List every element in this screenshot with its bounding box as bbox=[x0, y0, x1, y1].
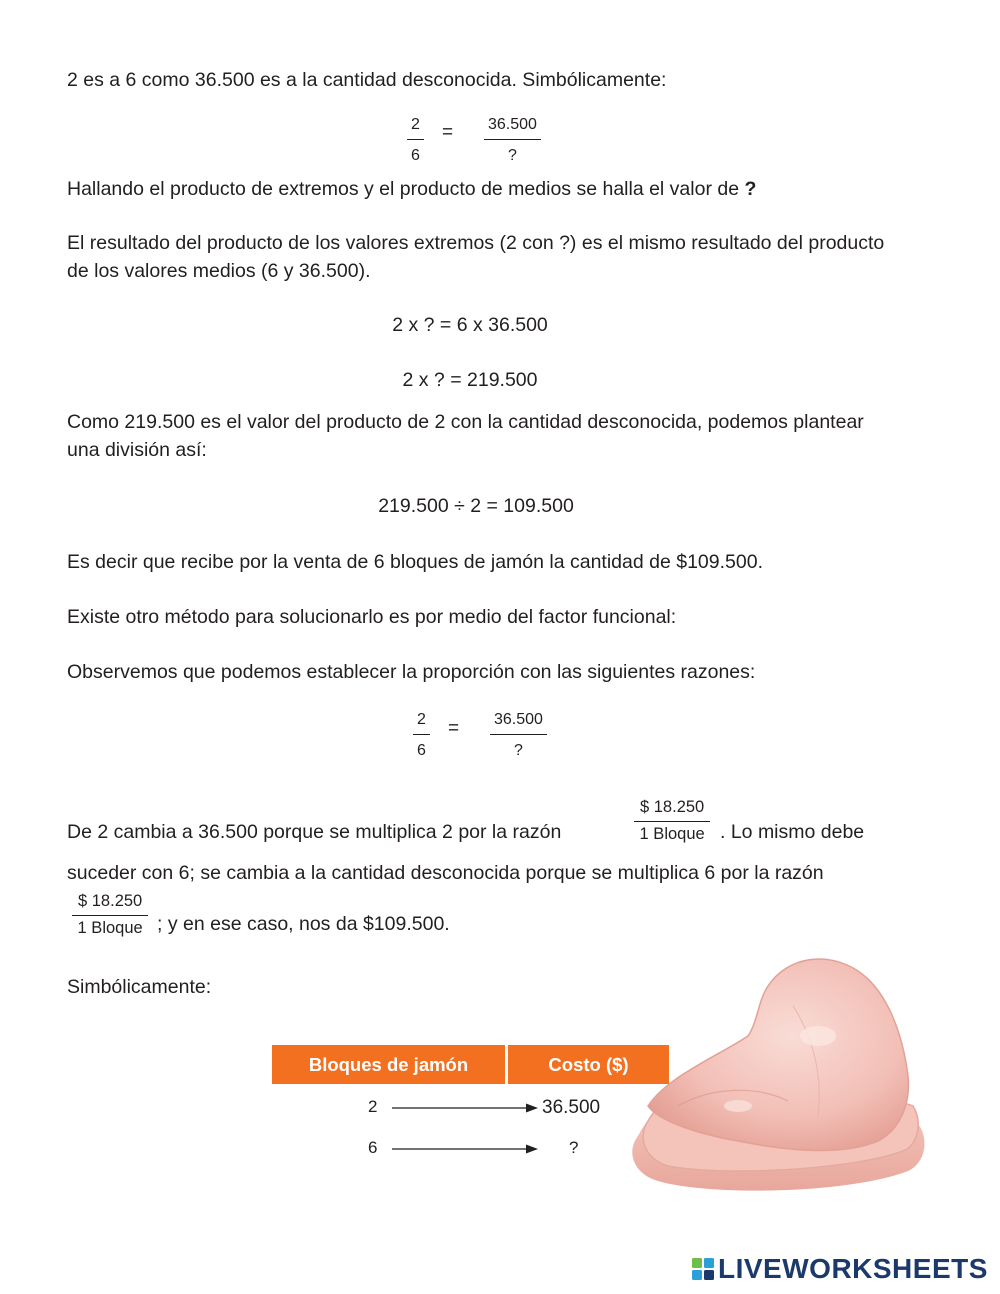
fraction-denominator: 6 bbox=[417, 742, 426, 759]
table-cell-left: 6 bbox=[368, 1138, 378, 1157]
paragraph-resultado: El resultado del producto de los valores extremos (2 con ?) es el mismo resultado del producto de los valores medios (6 y 36.500). bbox=[67, 232, 885, 282]
paragraph-otro-metodo: Existe otro método para solucionarlo es por medio del factor funcional: bbox=[67, 606, 677, 628]
ratio-fraction bbox=[634, 798, 710, 844]
ratio-numerator: $ 18.250 bbox=[634, 798, 710, 822]
equation-1: 2 x ? = 6 x 36.500 bbox=[392, 314, 548, 336]
table-header-bloques: Bloques de jamón bbox=[272, 1045, 505, 1084]
right-arrow-icon bbox=[392, 1142, 538, 1156]
table-cell-right: 36.500 bbox=[542, 1097, 601, 1118]
paragraph-text: Hallando el producto de extremos y el producto de medios se halla el valor de bbox=[67, 178, 745, 200]
ratio-numerator: $ 18.250 bbox=[72, 892, 148, 916]
fraction-numerator: 2 bbox=[407, 116, 424, 140]
fraction-36500-unknown bbox=[490, 711, 547, 760]
paragraph-razon-b: . Lo mismo debe bbox=[720, 821, 865, 843]
paragraph-extremos-medios bbox=[67, 175, 927, 203]
table-cell-left: 2 bbox=[368, 1097, 378, 1116]
fraction-numerator: 36.500 bbox=[490, 711, 547, 735]
equation-2: 2 x ? = 219.500 bbox=[402, 369, 538, 391]
unknown-mark: ? bbox=[744, 178, 757, 200]
fraction-denominator: 6 bbox=[411, 147, 420, 164]
paragraph-observemos: Observemos que podemos establecer la proporción con las siguientes razones: bbox=[67, 661, 756, 683]
paragraph-razon-c: suceder con 6; se cambia a la cantidad desconocida porque se multiplica 6 por la razón bbox=[67, 862, 824, 884]
right-arrow-icon bbox=[392, 1101, 538, 1115]
equals-sign: = bbox=[448, 718, 460, 739]
liveworksheets-logo[interactable] bbox=[692, 1253, 988, 1285]
paragraph-razon-d: ; y en ese caso, nos da $109.500. bbox=[157, 913, 450, 935]
fraction-numerator: 36.500 bbox=[484, 116, 541, 140]
equals-sign: = bbox=[442, 122, 454, 143]
table-header-costo: Costo ($) bbox=[508, 1045, 669, 1084]
paragraph-simbolicamente: Simbólicamente: bbox=[67, 976, 212, 998]
paragraph-conclusion: Es decir que recibe por la venta de 6 bloques de jamón la cantidad de $109.500. bbox=[67, 551, 763, 573]
paragraph-razon-a: De 2 cambia a 36.500 porque se multiplica 2 por la razón bbox=[67, 821, 562, 843]
fraction-2-6 bbox=[413, 711, 430, 760]
fraction-numerator: 2 bbox=[413, 711, 430, 735]
fraction-36500-unknown bbox=[484, 116, 541, 165]
ratio-denominator: 1 Bloque bbox=[77, 919, 143, 937]
fraction-denominator: ? bbox=[514, 742, 523, 759]
paragraph-division: Como 219.500 es el valor del producto de 2 con la cantidad desconocida, podemos plantear una división así: bbox=[67, 411, 864, 461]
fraction-denominator: ? bbox=[508, 147, 517, 164]
table-cell-right: ? bbox=[569, 1138, 579, 1157]
equation-3: 219.500 ÷ 2 = 109.500 bbox=[378, 495, 574, 517]
paragraph-intro: 2 es a 6 como 36.500 es a la cantidad desconocida. Simbólicamente: bbox=[67, 69, 667, 91]
ratio-denominator: 1 Bloque bbox=[639, 825, 705, 843]
ratio-fraction bbox=[72, 892, 148, 938]
liveworksheets-logo-icon bbox=[692, 1258, 714, 1280]
logo-text: LIVEWORKSHEETS bbox=[718, 1253, 988, 1284]
fraction-2-6 bbox=[407, 116, 424, 165]
